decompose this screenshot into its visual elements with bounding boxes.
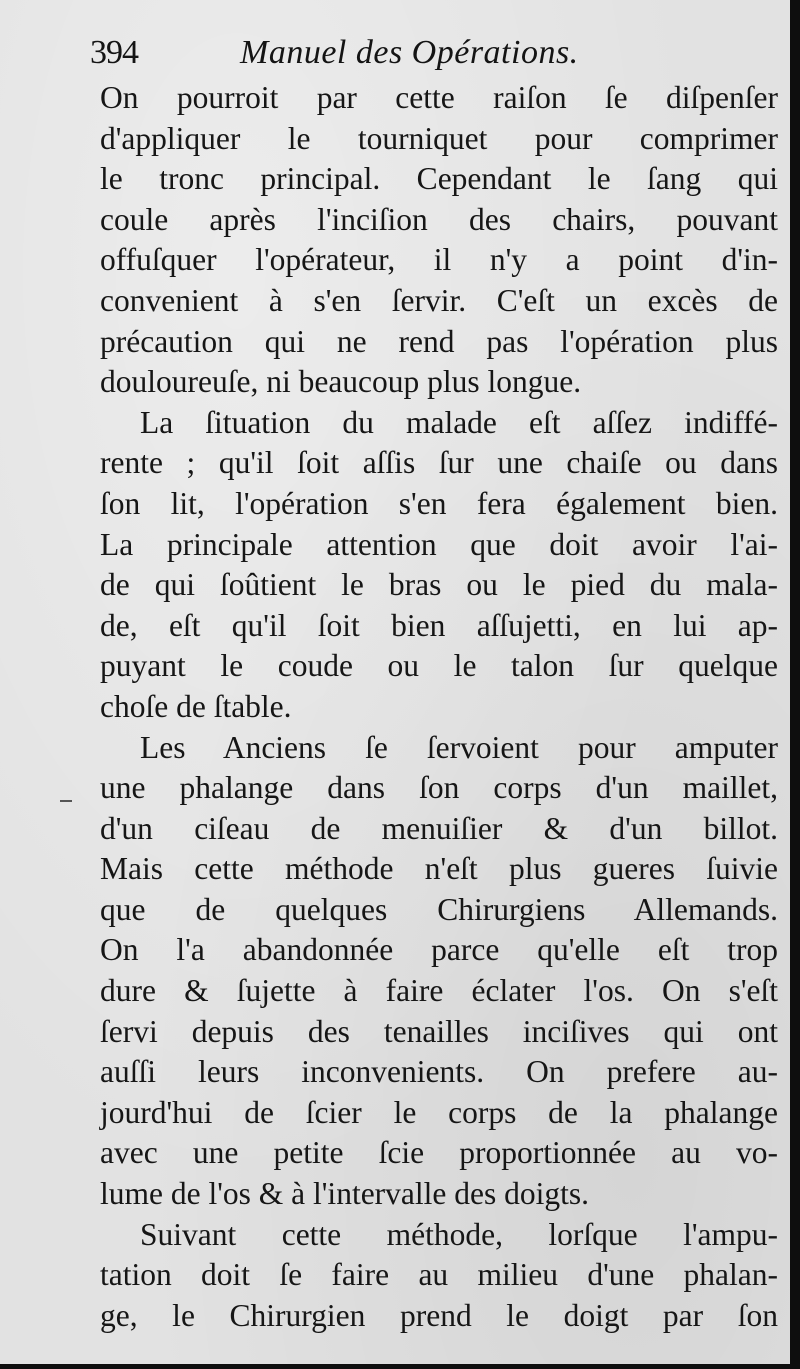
text-line: rente ; qu'il ſoit aſſis ſur une chaiſe ou dans (100, 445, 778, 481)
text-line: Les Anciens ſe ſervoient pour amputer (140, 729, 778, 765)
text-line: auſſi leurs inconvenients. On prefere au- (100, 1054, 778, 1090)
text-line: choſe de ſtable. (100, 688, 292, 724)
text-line: douloureuſe, ni beaucoup plus longue. (100, 364, 582, 400)
text-line: On l'a abandonnée parce qu'elle eſt trop (100, 932, 778, 968)
page-edge-shadow (790, 0, 800, 1369)
text-line: ſon lit, l'opération s'en fera également bien. (100, 485, 778, 521)
text-line: convenient à s'en ſervir. C'eſt un excès de (100, 282, 778, 318)
running-title: Manuel des Opérations. (240, 34, 579, 71)
text-line: jourd'hui de ſcier le corps de la phalange (100, 1094, 778, 1130)
text-line: que de quelques Chirurgiens Allemands. (100, 891, 778, 927)
text-line: coule après l'inciſion des chairs, pouvant (100, 201, 778, 237)
text-line: Mais cette méthode n'eſt plus gueres ſuivie (100, 851, 778, 887)
text-line: La ſituation du malade eſt aſſez indiffé- (140, 404, 778, 440)
text-line: On pourroit par cette raiſon ſe diſpenſer (100, 80, 778, 115)
text-line: Suivant cette méthode, lorſque l'ampu- (140, 1216, 778, 1252)
text-line: dure & ſujette à faire éclater l'os. On s'eſt (100, 973, 778, 1009)
text-line: La principale attention que doit avoir l'ai- (100, 526, 778, 562)
body-text (100, 78, 778, 1336)
text-line: de qui ſoûtient le bras ou le pied du mala- (100, 567, 778, 603)
text-line: ſervi depuis des tenailles inciſives qui ont (100, 1013, 778, 1049)
text-line: puyant le coude ou le talon ſur quelque (100, 648, 778, 684)
page-bottom-shadow (0, 1364, 800, 1369)
text-line: d'appliquer le tourniquet pour comprimer (100, 120, 778, 156)
text-line: lume de l'os & à l'intervalle des doigts. (100, 1176, 590, 1212)
margin-mark (60, 800, 72, 802)
text-line: de, eſt qu'il ſoit bien aſſujetti, en lui ap- (100, 607, 778, 643)
text-line: tation doit ſe faire au milieu d'une phalan- (100, 1257, 778, 1293)
text-line: ge, le Chirurgien prend le doigt par ſon (100, 1297, 778, 1333)
text-line: précaution qui ne rend pas l'opération plus (100, 323, 778, 359)
text-line: avec une petite ſcie proportionnée au vo- (100, 1135, 778, 1171)
text-line: offuſquer l'opérateur, il n'y a point d'in- (100, 242, 778, 278)
text-line: une phalange dans ſon corps d'un maillet, (100, 770, 778, 806)
page-number: 394 (90, 34, 138, 71)
text-line: le tronc principal. Cependant le ſang qui (100, 161, 778, 197)
text-line: d'un ciſeau de menuiſier & d'un billot. (100, 810, 778, 846)
